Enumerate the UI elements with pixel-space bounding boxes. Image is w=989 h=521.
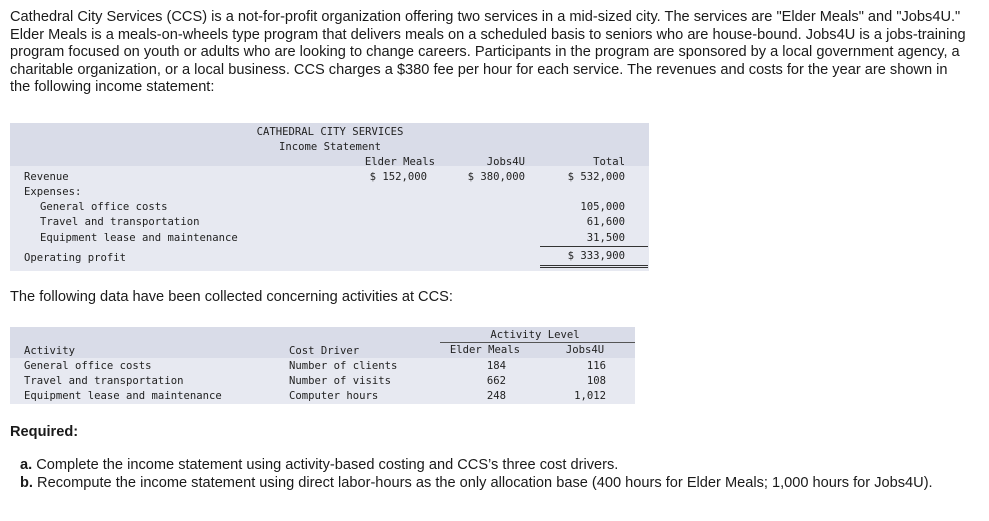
table-row-driver: Number of visits: [289, 375, 392, 387]
data-intro: The following data have been collected concerning activities at CCS:: [10, 289, 453, 305]
col-header-jobs4u: Jobs4U: [486, 156, 525, 168]
expenses-label: Expenses:: [24, 186, 82, 198]
subtotal-rule: [540, 246, 648, 247]
table-row-driver: Number of clients: [289, 360, 398, 372]
total-rule-bottom: [540, 267, 648, 268]
required-heading: Required:: [10, 424, 79, 440]
expense-total: 31,500: [586, 232, 625, 244]
table-row-driver: Computer hours: [289, 390, 379, 402]
table-row-elder: 662: [486, 375, 506, 387]
requirement-text: Complete the income statement using activity-based costing and CCS’s three cost drivers.: [36, 457, 619, 473]
revenue-jobs4u: $ 380,000: [467, 171, 525, 183]
table-row-jobs: 116: [586, 360, 606, 372]
table-row-activity: General office costs: [24, 360, 152, 372]
table-row-jobs: 1,012: [574, 390, 606, 402]
header-elder-meals: Elder Meals: [449, 344, 521, 356]
requirement-letter: a.: [20, 457, 33, 473]
revenue-total: $ 532,000: [567, 171, 625, 183]
table-row-jobs: 108: [586, 375, 606, 387]
statement-company: CATHEDRAL CITY SERVICES: [256, 126, 404, 138]
revenue-label: Revenue: [24, 171, 69, 183]
operating-profit-label: Operating profit: [24, 252, 127, 264]
expense-label: Travel and transportation: [40, 216, 200, 228]
requirement-a: [20, 457, 950, 475]
table-row-elder: 184: [486, 360, 506, 372]
expense-label: General office costs: [40, 201, 168, 213]
header-activity: Activity: [24, 345, 76, 357]
activity-level-header: Activity Level: [490, 329, 580, 341]
operating-profit-value: $ 333,900: [567, 250, 625, 262]
header-jobs4u: Jobs4U: [565, 344, 605, 356]
table-row-activity: Travel and transportation: [24, 375, 184, 387]
col-header-total: Total: [593, 156, 625, 168]
header-cost-driver: Cost Driver: [289, 345, 360, 357]
statement-title: Income Statement: [278, 141, 382, 153]
expense-label: Equipment lease and maintenance: [40, 232, 238, 244]
expense-total: 105,000: [580, 201, 625, 213]
revenue-elder-meals: $ 152,000: [369, 171, 427, 183]
total-rule-top: [540, 265, 648, 266]
table-row-activity: Equipment lease and maintenance: [24, 390, 222, 402]
requirement-text: Recompute the income statement using direct labor-hours as the only allocation base (400 hours for Elder Meals; 1,000 hours for Jobs4U).: [37, 475, 933, 491]
col-header-elder-meals: Elder Meals: [364, 156, 435, 168]
expense-total: 61,600: [586, 216, 625, 228]
intro-paragraph: Cathedral City Services (CCS) is a not-for-profit organization offering two services in a mid-sized city. The services are "Elder Meals" and "Jobs4U." Elder Meals is a meals-on-wheels type program that delivers meals on a scheduled basis to seniors who are house-bound. Jobs4U is a jobs-training program focused on youth or adults who are looking to change careers. Participants in the program are sponsored by a local government agency, a charitable organization, or a local business. CCS charges a $380 fee per hour for each service. The revenues and costs for the year are shown in the following income statement:: [10, 9, 966, 96]
requirement-b: [20, 475, 950, 493]
table-row-elder: 248: [486, 390, 506, 402]
requirement-letter: b.: [20, 475, 33, 491]
